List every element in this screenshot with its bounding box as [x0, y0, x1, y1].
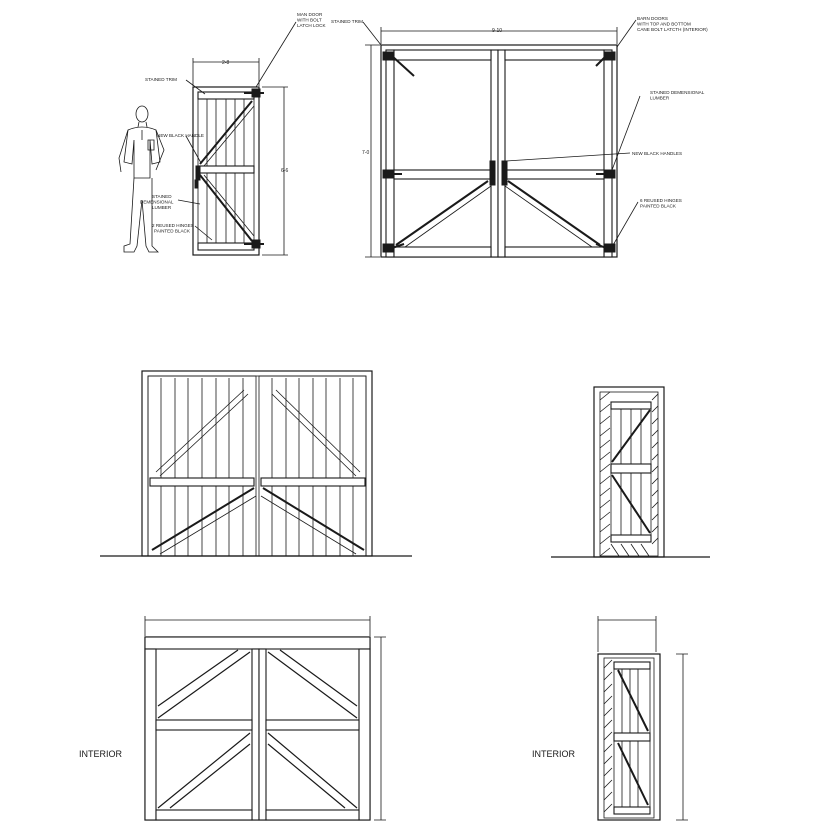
- reused-hinges-label: 2 REUSED HINGES PAINTED BLACK: [152, 223, 194, 234]
- interior-label-left: INTERIOR: [79, 749, 123, 759]
- handle-icon: [195, 166, 200, 188]
- stained-lumber-label: STAINED DEMENSIONAL LUMBER: [650, 90, 705, 101]
- man-door-exterior-elevation: [551, 387, 710, 557]
- barn-doors-exterior-elevation: [100, 371, 412, 556]
- man-door-interior-elevation: [598, 616, 688, 820]
- barn-height-dimension: 7-0: [362, 150, 370, 156]
- stained-trim-label: STAINED TRIM: [331, 19, 363, 24]
- barn-doors-label: BARN DOORS WITH TOP AND BOTTOM CANE BOLT LATCTH (INTERIOR): [637, 16, 708, 32]
- black-handles-label: NEW BLACK HANDLES: [632, 151, 683, 156]
- man-door-label: MAN DOOR WITH BOLT LATCH LOCK: [297, 12, 326, 28]
- barn-doors-elevation: [363, 20, 640, 257]
- interior-label-right: INTERIOR: [532, 749, 576, 759]
- stained-lumber-label: STAINED DEMENSIONAL LUMBER: [140, 194, 174, 210]
- man-door-width-dimension: 2-8: [222, 60, 230, 66]
- black-handle-label: NEW BLACK HANDLE: [157, 133, 204, 138]
- reused-hinges-label: 6 REUSED HINGES PAINTED BLACK: [640, 198, 682, 209]
- stained-trim-label: STAINED TRIM: [145, 77, 177, 82]
- barn-doors-interior-elevation: [145, 616, 386, 820]
- man-door-elevation: [119, 22, 296, 255]
- barn-width-dimension: 9-10: [492, 28, 503, 34]
- man-door-height-dimension: 6-6: [281, 168, 289, 174]
